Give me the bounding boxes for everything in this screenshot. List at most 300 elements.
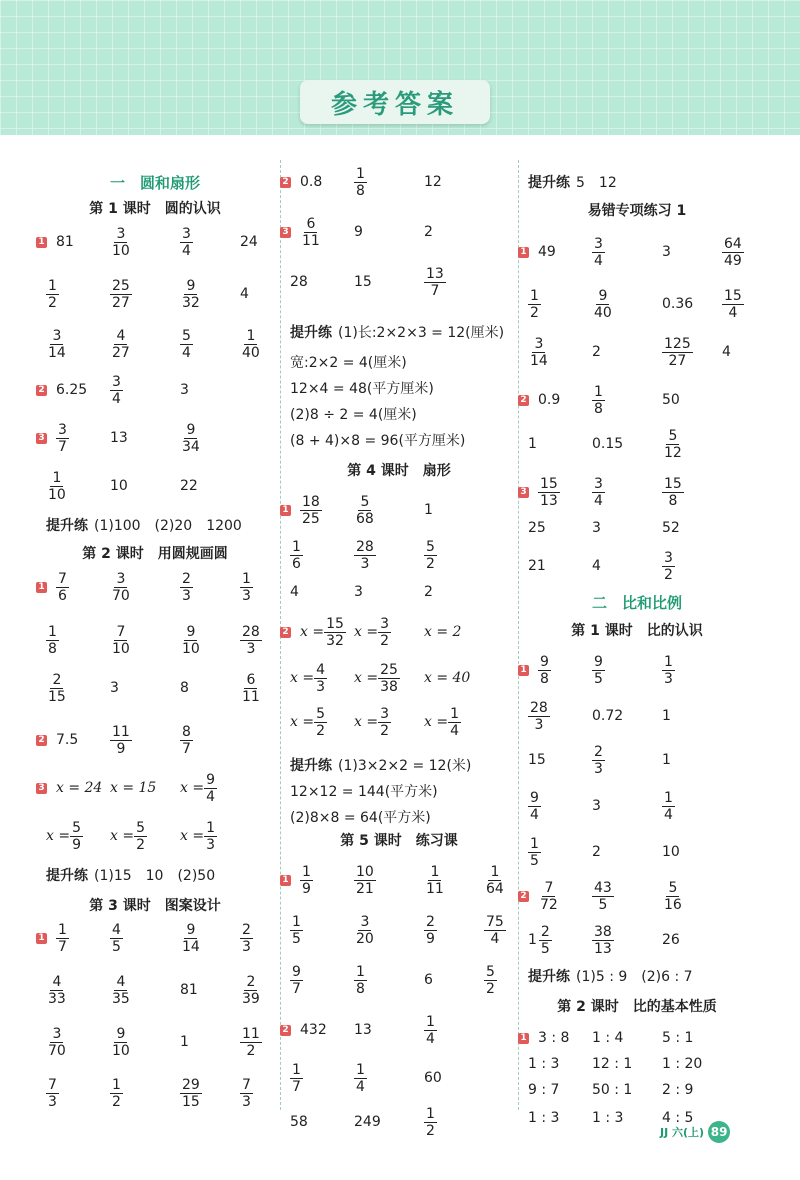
answer-value: 4 (240, 286, 249, 302)
denominator: 7 (292, 980, 301, 997)
denominator: 2 (426, 555, 435, 572)
answer-value: 3 (592, 520, 601, 536)
lesson-heading: 第 4 课时 扇形 (347, 463, 451, 479)
fraction (354, 964, 367, 997)
answer-row (522, 424, 752, 464)
answer-row (284, 910, 514, 950)
answer-row (522, 920, 752, 960)
answer-cell (528, 786, 541, 826)
numerator: 1 (58, 921, 67, 938)
fraction (662, 428, 684, 461)
answer-value: 0.36 (662, 296, 694, 312)
answer-value: 9 (354, 224, 363, 240)
answer-cell (528, 284, 541, 324)
answer-cell (290, 535, 303, 575)
fraction (110, 922, 123, 955)
fraction (240, 571, 253, 604)
numerator: 1 (530, 287, 539, 304)
answer-value: 81 (56, 234, 74, 250)
denominator: 3 (206, 836, 215, 853)
fraction (110, 724, 132, 757)
answer-cell (240, 620, 262, 660)
equation-prefix: x = (290, 714, 315, 730)
numerator: 2 (182, 570, 191, 587)
numerator: 1 (206, 819, 215, 836)
fraction (528, 700, 550, 733)
practice-label: 提升练 (290, 325, 332, 341)
answer-cell (110, 274, 132, 314)
answer-row (40, 222, 270, 262)
numerator: 3 (380, 615, 389, 632)
question-number-badge: 3 (518, 487, 529, 498)
numerator: 9 (206, 771, 215, 788)
question-number-badge: 2 (280, 1025, 291, 1036)
numerator: 10 (356, 863, 374, 880)
answer-row (40, 668, 270, 708)
answer-cell (662, 650, 675, 690)
answer-value: 10 (662, 844, 680, 860)
answer-value: 10 (110, 478, 128, 494)
question-number-badge: 1 (36, 237, 47, 248)
denominator: 5 (540, 940, 550, 957)
denominator: 2 (112, 1093, 121, 1110)
answer-cell (424, 162, 442, 202)
answer-cell (180, 970, 198, 1010)
numerator: 64 (724, 235, 742, 252)
answer-cell (528, 740, 546, 780)
answer-value: 12 (424, 174, 442, 190)
answer-cell (290, 702, 327, 742)
answer-cell (180, 1073, 202, 1113)
fraction (484, 864, 506, 897)
fraction (46, 470, 68, 503)
answer-cell (538, 876, 560, 916)
answer-value: 1 (662, 752, 671, 768)
denominator: 8 (48, 640, 57, 657)
denominator: 35 (112, 990, 130, 1007)
fraction (592, 924, 614, 957)
denominator: 2 (380, 722, 389, 739)
answer-cell (592, 876, 614, 916)
fraction (46, 672, 68, 705)
fraction (354, 914, 376, 947)
fraction (110, 974, 132, 1007)
denominator: 32 (182, 294, 200, 311)
fraction (592, 476, 605, 509)
answer-value: 1 (662, 708, 671, 724)
numerator: 1 (664, 789, 673, 806)
answer-cell (662, 876, 684, 916)
fraction (204, 772, 217, 805)
answer-row (522, 740, 752, 780)
denominator: 4 (426, 1030, 435, 1047)
denominator: 3 (242, 587, 251, 604)
numerator: 15 (326, 615, 344, 632)
answer-cell (592, 232, 605, 272)
answer-value: 2 (424, 224, 433, 240)
denominator: 4 (112, 390, 121, 407)
answer-row (40, 1073, 270, 1113)
book-label: JJ 六(上) (660, 1126, 705, 1139)
answer-cell (424, 212, 433, 252)
fraction (290, 1062, 303, 1095)
numerator: 1 (292, 913, 301, 930)
fraction (134, 820, 147, 853)
fraction (662, 880, 684, 913)
denominator: 3 (242, 1093, 251, 1110)
numerator: 3 (534, 335, 544, 352)
denominator: 7 (58, 438, 67, 455)
answer-row (284, 162, 514, 202)
fraction (46, 328, 68, 361)
fraction (424, 864, 446, 897)
equation-prefix: x = (354, 670, 379, 686)
answer-value: 7.5 (56, 732, 79, 748)
numerator: 7 (116, 623, 126, 640)
equation-prefix: x = (110, 828, 135, 844)
answer-cell (484, 960, 497, 1000)
numerator: 9 (594, 653, 603, 670)
fraction (290, 539, 303, 572)
answer-cell (424, 1058, 442, 1098)
equation-prefix: x = (300, 624, 325, 640)
answer-cell (46, 274, 59, 314)
numerator: 3 (52, 327, 62, 344)
answer-cell (290, 262, 308, 302)
answer-cell (354, 262, 372, 302)
fraction (240, 974, 262, 1007)
numerator: 11 (242, 1025, 260, 1042)
answer-value: (1)5 : 9 (2)6 : 7 (576, 969, 693, 985)
answer-cell (110, 720, 132, 760)
denominator: 10 (112, 640, 130, 657)
denominator: 64 (486, 880, 504, 897)
denominator: 4 (530, 806, 539, 823)
fraction (528, 790, 541, 823)
answer-cell (46, 1022, 68, 1062)
answer-cell (56, 418, 69, 458)
answer-row (284, 612, 514, 652)
fraction (110, 226, 132, 259)
answer-cell (538, 380, 560, 420)
denominator: 3 (48, 1093, 57, 1110)
denominator: 9 (72, 836, 81, 853)
answer-cell (592, 740, 605, 780)
denominator: 34 (182, 438, 200, 455)
lesson-heading: 第 1 课时 比的认识 (571, 623, 703, 639)
answer-value: 宽:2×2 = 4(厘米) (290, 355, 407, 371)
denominator: 5 (292, 930, 301, 947)
numerator: 1 (112, 1076, 121, 1093)
question-number-badge: 1 (518, 247, 529, 258)
answer-row (40, 324, 270, 364)
question-number-badge: 2 (36, 385, 47, 396)
answer-row (40, 1022, 270, 1062)
answer-cell (662, 424, 684, 464)
numerator: 9 (186, 277, 196, 294)
fraction (240, 1077, 253, 1110)
numerator: 1 (246, 327, 256, 344)
answer-cell (110, 668, 119, 708)
answer-value: 2 : 9 (662, 1082, 694, 1098)
answer-cell (424, 702, 461, 742)
answer-cell (300, 1010, 327, 1050)
denominator: 70 (112, 587, 130, 604)
denominator: 40 (594, 304, 612, 321)
numerator: 1 (530, 835, 539, 852)
answer-value: 26 (662, 932, 680, 948)
fraction (180, 226, 193, 259)
fraction (424, 1014, 437, 1047)
answer-cell (424, 490, 433, 530)
answer-cell (56, 370, 87, 410)
denominator: 9 (116, 740, 126, 757)
question-number-badge: 1 (518, 1033, 529, 1044)
answer-cell (56, 720, 78, 760)
answer-row (522, 876, 752, 916)
answer-row (40, 918, 270, 958)
answer-value: 21 (528, 558, 546, 574)
answer-cell (592, 332, 601, 372)
answer-cell (240, 970, 262, 1010)
answer-cell (180, 816, 217, 856)
answer-cell (354, 702, 391, 742)
answer-value: 6.25 (56, 382, 88, 398)
answer-row (284, 535, 514, 575)
numerator: 3 (112, 373, 121, 390)
fraction (300, 494, 322, 527)
denominator: 2 (530, 304, 539, 321)
answer-cell (110, 466, 128, 506)
question-number-badge: 2 (518, 395, 529, 406)
answer-value: 0.15 (592, 436, 624, 452)
answer-cell (592, 424, 623, 464)
numerator: 3 (594, 475, 603, 492)
answer-cell (722, 332, 731, 372)
answer-cell (592, 920, 614, 960)
answer-row (284, 1058, 514, 1098)
numerator: 4 (316, 661, 325, 678)
denominator: 2 (426, 1122, 435, 1139)
denominator: 3 (360, 555, 370, 572)
answer-row (522, 786, 752, 826)
answer-cell (662, 740, 671, 780)
answer-row (284, 702, 514, 742)
answer-cell (110, 324, 132, 364)
answer-row (284, 1010, 514, 1050)
question-number-badge: 2 (280, 177, 291, 188)
fraction (354, 864, 376, 897)
numerator: 28 (356, 538, 374, 555)
page-title: 参考答案 (330, 89, 459, 120)
denominator: 70 (48, 1042, 66, 1059)
answer-cell (300, 162, 322, 202)
numerator: 3 (360, 913, 370, 930)
fraction (662, 654, 675, 687)
answer-row (522, 284, 752, 324)
numerator: 3 (594, 235, 603, 252)
lesson-heading: 第 1 课时 圆的认识 (89, 201, 221, 217)
numerator: 5 (136, 819, 145, 836)
numerator: 15 (724, 287, 742, 304)
answer-value: 22 (180, 478, 198, 494)
denominator: 3 (182, 587, 191, 604)
denominator: 3 (246, 640, 256, 657)
lesson-heading: 第 5 课时 练习课 (340, 833, 458, 849)
question-number-badge: 1 (280, 505, 291, 516)
answer-row (284, 490, 514, 530)
answer-cell (180, 370, 189, 410)
answer-value: 12×4 = 48(平方厘米) (290, 381, 434, 397)
denominator: 3 (664, 670, 673, 687)
answer-cell (110, 816, 147, 856)
fraction (110, 328, 132, 361)
answer-value: 1 : 3 (528, 1110, 560, 1126)
fraction (180, 922, 202, 955)
answer-value: 24 (240, 234, 258, 250)
numerator: 4 (52, 973, 62, 990)
answer-cell (180, 222, 193, 262)
answer-value: 3 (110, 680, 119, 696)
answer-row (522, 508, 752, 548)
answer-cell (56, 918, 69, 958)
answer-value: 9 : 7 (528, 1082, 560, 1098)
fraction (46, 1077, 59, 1110)
answer-value: 15 (528, 752, 546, 768)
answer-cell (180, 668, 189, 708)
answer-cell (538, 232, 556, 272)
denominator: 5 (594, 670, 603, 687)
fraction (528, 836, 541, 869)
fraction (424, 266, 446, 299)
answer-cell (424, 658, 470, 698)
denominator: 49 (724, 252, 742, 269)
numerator: 18 (302, 493, 320, 510)
denominator: 72 (540, 896, 558, 913)
answer-row (40, 620, 270, 660)
fraction (180, 422, 202, 455)
answer-cell (592, 380, 605, 420)
fraction (240, 672, 262, 705)
fraction (180, 724, 193, 757)
denominator: 5 (598, 896, 608, 913)
numerator: 1 (594, 383, 603, 400)
numerator: 5 (668, 879, 678, 896)
denominator: 10 (112, 242, 130, 259)
fraction (56, 422, 69, 455)
answer-cell (56, 567, 69, 607)
answer-cell (354, 910, 376, 950)
fraction (180, 328, 193, 361)
answer-row (40, 418, 270, 458)
denominator: 20 (356, 930, 374, 947)
answer-cell (46, 816, 83, 856)
numerator: 1 (292, 1061, 301, 1078)
numerator: 9 (186, 421, 196, 438)
denominator: 32 (326, 632, 344, 649)
denominator: 4 (594, 492, 603, 509)
answer-row (284, 1102, 514, 1142)
answer-cell (180, 567, 193, 607)
answer-cell (110, 1073, 123, 1113)
denominator: 4 (182, 242, 191, 259)
answer-cell (240, 668, 262, 708)
denominator: 8 (356, 182, 365, 199)
answer-row (284, 262, 514, 302)
question-number-badge: 3 (280, 227, 291, 238)
denominator: 8 (668, 492, 678, 509)
answer-cell (180, 768, 217, 808)
fraction (240, 328, 262, 361)
denominator: 2 (316, 722, 325, 739)
answer-row (522, 546, 752, 586)
denominator: 11 (426, 880, 444, 897)
title-banner (300, 80, 490, 124)
answer-value: 2 (592, 844, 601, 860)
denominator: 7 (58, 938, 67, 955)
answer-cell (56, 768, 102, 808)
denominator: 40 (242, 344, 260, 361)
answer-value: (2)8 ÷ 2 = 4(厘米) (290, 407, 417, 423)
practice-label: 提升练 (46, 868, 88, 884)
numerator: 1 (426, 1013, 435, 1030)
answer-row (284, 572, 514, 612)
fraction (538, 880, 560, 913)
fraction (484, 964, 497, 997)
answer-cell (354, 1010, 372, 1050)
fraction (378, 706, 391, 739)
answer-cell (592, 1098, 623, 1138)
fraction (592, 384, 605, 417)
fraction (314, 706, 327, 739)
answer-cell (424, 535, 437, 575)
numerator: 38 (594, 923, 612, 940)
answer-row (522, 650, 752, 690)
fraction (46, 1026, 68, 1059)
fraction (354, 539, 376, 572)
answer-value: 25 (528, 520, 546, 536)
fraction (662, 476, 684, 509)
fraction (354, 494, 376, 527)
answer-row (40, 274, 270, 314)
answer-cell (424, 860, 446, 900)
denominator: 10 (182, 640, 200, 657)
fraction (538, 654, 551, 687)
numerator: 1 (664, 653, 673, 670)
answer-cell (290, 572, 299, 612)
answer-cell (240, 1073, 253, 1113)
numerator: 1 (48, 277, 57, 294)
fraction (592, 880, 614, 913)
lesson-heading: 第 2 课时 用圆规画圆 (82, 546, 228, 562)
denominator: 38 (380, 678, 398, 695)
numerator: 2 (540, 923, 550, 940)
numerator: 28 (530, 699, 548, 716)
answer-cell (722, 284, 744, 324)
denominator: 9 (302, 880, 311, 897)
fraction (180, 624, 202, 657)
equation-prefix: x = 40 (424, 670, 471, 686)
answer-cell (354, 860, 376, 900)
answer-cell (46, 1073, 59, 1113)
answer-cell (592, 650, 605, 690)
answer-value: 58 (290, 1114, 308, 1130)
numerator: 5 (316, 705, 325, 722)
denominator: 4 (206, 788, 215, 805)
denominator: 4 (450, 722, 459, 739)
answer-value: 12×12 = 144(平方米) (290, 784, 438, 800)
denominator: 5 (530, 852, 539, 869)
